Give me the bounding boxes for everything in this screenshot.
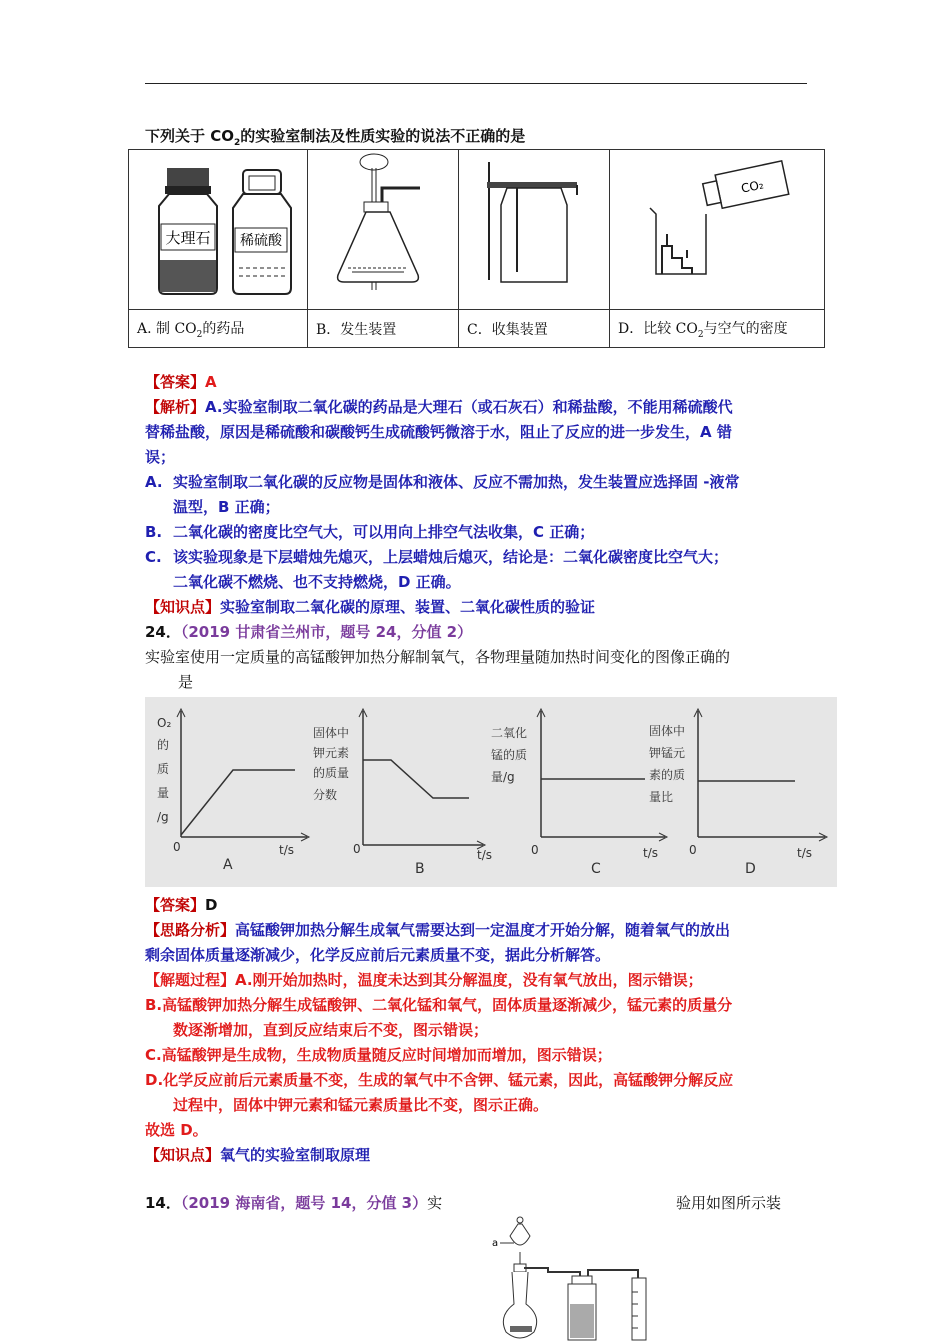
q24-knowledge-point: 【知识点】氧气的实验室制取原理 (145, 1146, 371, 1164)
q24-process-a: 【解题过程】A.刚开始加热时，温度未达到其分解温度，没有氧气放出，图示错误； (145, 971, 703, 989)
q1-knowledge-point: 【知识点】实验室制取二氧化碳的原理、装置、二氧化碳性质的验证 (145, 598, 596, 616)
q24-process-c: C.高锰酸钾是生成物，生成物质量随反应时间增加而增加，图示错误； (145, 1046, 612, 1064)
graph-d-xlabel: t/s (797, 846, 812, 860)
graph-a-ylabel-4: 量 (157, 786, 170, 800)
graph-a (157, 709, 309, 873)
question-intro: 下列关于 $CO_2$的实验室制法及性质实验的说法不正确的是 (145, 127, 526, 148)
graph-a-origin: 0 (173, 840, 181, 854)
caption-b: B．发生装置 (308, 310, 459, 348)
graph-a-ylabel-1: O₂ (157, 716, 172, 730)
q24-graphs (145, 697, 837, 887)
graph-d (649, 709, 827, 877)
generator-cell (308, 150, 459, 310)
q1-point-a: A. (145, 473, 163, 491)
density-apparatus-image (610, 150, 824, 305)
q1-analysis-3: 误； (145, 448, 176, 466)
q1-analysis-1: 【解析】A.实验室制取二氧化碳的药品是大理石（或石灰石）和稀盐酸，不能用稀硫酸代 (145, 398, 733, 416)
q1-point-a-text-2: 温型，B 正确； (173, 498, 280, 516)
q24-process-b1: B.高锰酸钾加热分解生成锰酸钾、二氧化锰和氧气，固体质量逐渐减少，锰元素的质量分 (145, 996, 733, 1014)
q24-stem-1: 实验室使用一定质量的高锰酸钾加热分解制氧气，各物理量随加热时间变化的图像正确的 (145, 648, 731, 666)
graph-b (313, 709, 492, 877)
apparatus-label-a: a (492, 1238, 499, 1249)
graph-c (491, 709, 667, 877)
q1-point-b-text: 二氧化碳的密度比空气大，可以用向上排空气法收集，C 正确； (173, 523, 595, 541)
graph-b-xlabel: t/s (477, 848, 492, 862)
header-rule (145, 83, 807, 84)
q1-point-c: C. (145, 548, 162, 566)
graph-b-ylabel-2: 钾元素 (313, 746, 350, 760)
bottle-label-right: 稀硫酸 (240, 233, 282, 249)
graph-b-ylabel-4: 分数 (313, 788, 338, 802)
question-table (128, 149, 825, 348)
q14-header: 14．（2019 海南省，题号 14，分值 3）实 (145, 1194, 443, 1212)
q1-point-c-text-1: 该实验现象是下层蜡烛先熄灭，上层蜡烛后熄灭，结论是：二氧化碳密度比空气大； (173, 548, 729, 566)
graph-c-ylabel-2: 锰的质 (491, 748, 528, 762)
graph-d-origin: 0 (689, 843, 697, 857)
graph-d-ylabel-3: 素的质 (649, 768, 686, 782)
q24-answer: 【答案】D (145, 896, 218, 914)
graph-b-letter: B (415, 861, 425, 877)
q14-header-tail: 验用如图所示装 (676, 1194, 782, 1212)
graph-a-ylabel-3: 质 (157, 762, 170, 776)
generator-apparatus-image (308, 150, 458, 305)
graph-c-letter: C (591, 861, 601, 877)
co2-label: CO₂ (739, 177, 765, 196)
q24-process-b2: 数逐渐增加，直到反应结束后不变，图示错误； (173, 1021, 489, 1039)
reagent-bottles-image (129, 150, 307, 305)
graph-c-origin: 0 (531, 843, 539, 857)
q24-graphs-svg (145, 697, 837, 887)
q24-idea-1: 【思路分析】高锰酸钾加热分解生成氧气需要达到一定温度才开始分解，随着氧气的放出 (145, 921, 731, 939)
graph-c-ylabel-3: 量/g (491, 770, 515, 784)
q24-idea-2: 剩余固体质量逐渐减少，化学反应前后元素质量不变，据此分析解答。 (145, 946, 611, 964)
graph-c-ylabel-1: 二氧化 (491, 726, 528, 740)
q14-apparatus-image (488, 1212, 668, 1344)
graph-d-letter: D (745, 861, 756, 877)
graph-c-xlabel: t/s (643, 846, 658, 860)
q1-analysis-2: 替稀盐酸，原因是稀硫酸和碳酸钙生成硫酸钙微溶于水，阻止了反应的进一步发生，A 错 (145, 423, 732, 441)
q24-process-d1: D.化学反应前后元素质量不变，生成的氧气中不含钾、锰元素，因此，高锰酸钾分解反应 (145, 1071, 734, 1089)
q1-point-a-text-1: 实验室制取二氧化碳的反应物是固体和液体、反应不需加热，发生装置应选择固 -液常 (173, 473, 740, 491)
collector-cell (459, 150, 610, 310)
caption-c: C．收集装置 (459, 310, 610, 348)
graph-a-letter: A (223, 857, 233, 873)
caption-d: D．比较 $CO_2$与空气的密度 (610, 310, 825, 348)
graph-b-ylabel-1: 固体中 (313, 726, 350, 740)
collector-apparatus-image (459, 150, 609, 305)
q1-answer: 【答案】A (145, 373, 217, 391)
graph-d-ylabel-2: 钾锰元 (649, 746, 686, 760)
bottles-cell (129, 150, 308, 310)
graph-d-ylabel-4: 量比 (649, 790, 674, 804)
graph-a-ylabel-2: 的 (157, 738, 170, 752)
graph-a-xlabel: t/s (279, 843, 294, 857)
density-cell (610, 150, 825, 310)
graph-b-origin: 0 (353, 842, 361, 856)
q1-point-b: B. (145, 523, 163, 541)
q24-header: 24．（2019 甘肃省兰州市，题号 24，分值 2） (145, 623, 473, 641)
q24-choose: 故选 D。 (145, 1121, 208, 1139)
q1-point-c-text-2: 二氧化碳不燃烧、也不支持燃烧，D 正确。 (173, 573, 461, 591)
graph-b-ylabel-3: 的质量 (313, 766, 350, 780)
graph-a-ylabel-5: /g (157, 810, 169, 824)
bottle-label-left: 大理石 (165, 229, 211, 247)
q24-stem-2: 是 (178, 673, 194, 691)
graph-d-ylabel-1: 固体中 (649, 724, 686, 738)
caption-a: A. 制 $CO_2$的药品 (129, 310, 308, 348)
q24-process-d2: 过程中，固体中钾元素和锰元素质量比不变，图示正确。 (173, 1096, 549, 1114)
